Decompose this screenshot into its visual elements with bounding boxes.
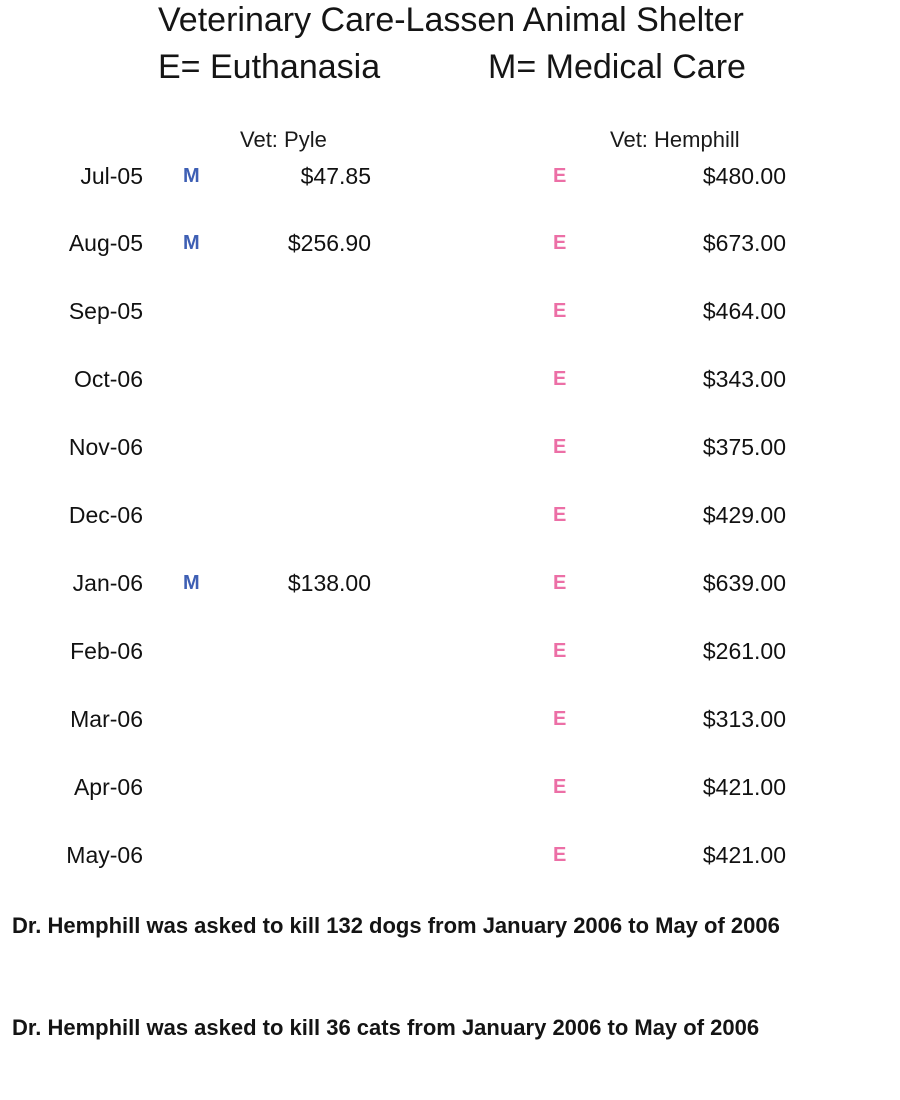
euthanasia-code: E <box>553 640 567 662</box>
table-row <box>0 230 900 270</box>
note-dogs: Dr. Hemphill was asked to kill 132 dogs from January 2006 to May of 2006 <box>12 913 780 938</box>
hemphill-amount: $375.00 <box>702 434 786 460</box>
document-title: Veterinary Care-Lassen Animal Shelter <box>158 1 744 39</box>
euthanasia-code: E <box>553 708 567 730</box>
hemphill-amount: $421.00 <box>702 842 786 868</box>
legend-euthanasia: E= Euthanasia <box>158 48 381 86</box>
hemphill-amount: $639.00 <box>702 570 786 596</box>
pyle-amount: $138.00 <box>287 570 371 596</box>
pyle-amount: $47.85 <box>300 163 371 189</box>
euthanasia-code: E <box>553 776 567 798</box>
table-row <box>0 774 900 814</box>
medical-code: M <box>183 165 200 187</box>
month-cell: Feb-06 <box>70 638 143 664</box>
euthanasia-code: E <box>553 165 567 187</box>
euthanasia-code: E <box>553 368 567 390</box>
hemphill-amount: $673.00 <box>702 230 786 256</box>
month-cell: Aug-05 <box>68 230 143 256</box>
month-cell: Sep-05 <box>68 298 143 324</box>
medical-code: M <box>183 232 200 254</box>
legend-medical-care: M= Medical Care <box>488 48 746 86</box>
hemphill-amount: $421.00 <box>702 774 786 800</box>
hemphill-amount: $261.00 <box>702 638 786 664</box>
hemphill-amount: $429.00 <box>702 502 786 528</box>
month-cell: Nov-06 <box>68 434 143 460</box>
pyle-amount: $256.90 <box>287 230 371 256</box>
column-header-pyle: Vet: Pyle <box>240 127 327 152</box>
hemphill-amount: $480.00 <box>702 163 786 189</box>
hemphill-amount: $343.00 <box>702 366 786 392</box>
medical-code: M <box>183 572 200 594</box>
month-cell: Jan-06 <box>72 570 143 596</box>
hemphill-amount: $464.00 <box>702 298 786 324</box>
month-cell: Dec-06 <box>68 502 143 528</box>
table-row <box>0 163 900 203</box>
euthanasia-code: E <box>553 436 567 458</box>
table-row <box>0 638 900 678</box>
table-row <box>0 502 900 542</box>
table-row <box>0 298 900 338</box>
column-header-hemphill: Vet: Hemphill <box>610 127 740 152</box>
table-row <box>0 842 900 882</box>
month-cell: May-06 <box>66 842 143 868</box>
month-cell: Apr-06 <box>73 774 143 800</box>
month-cell: Jul-05 <box>80 163 143 189</box>
table-row <box>0 434 900 474</box>
euthanasia-code: E <box>553 844 567 866</box>
euthanasia-code: E <box>553 572 567 594</box>
hemphill-amount: $313.00 <box>702 706 786 732</box>
euthanasia-code: E <box>553 232 567 254</box>
table-row <box>0 706 900 746</box>
euthanasia-code: E <box>553 504 567 526</box>
note-cats: Dr. Hemphill was asked to kill 36 cats from January 2006 to May of 2006 <box>12 1015 760 1040</box>
table-row <box>0 570 900 610</box>
month-cell: Mar-06 <box>70 706 143 732</box>
table-row <box>0 366 900 406</box>
euthanasia-code: E <box>553 300 567 322</box>
month-cell: Oct-06 <box>73 366 143 392</box>
